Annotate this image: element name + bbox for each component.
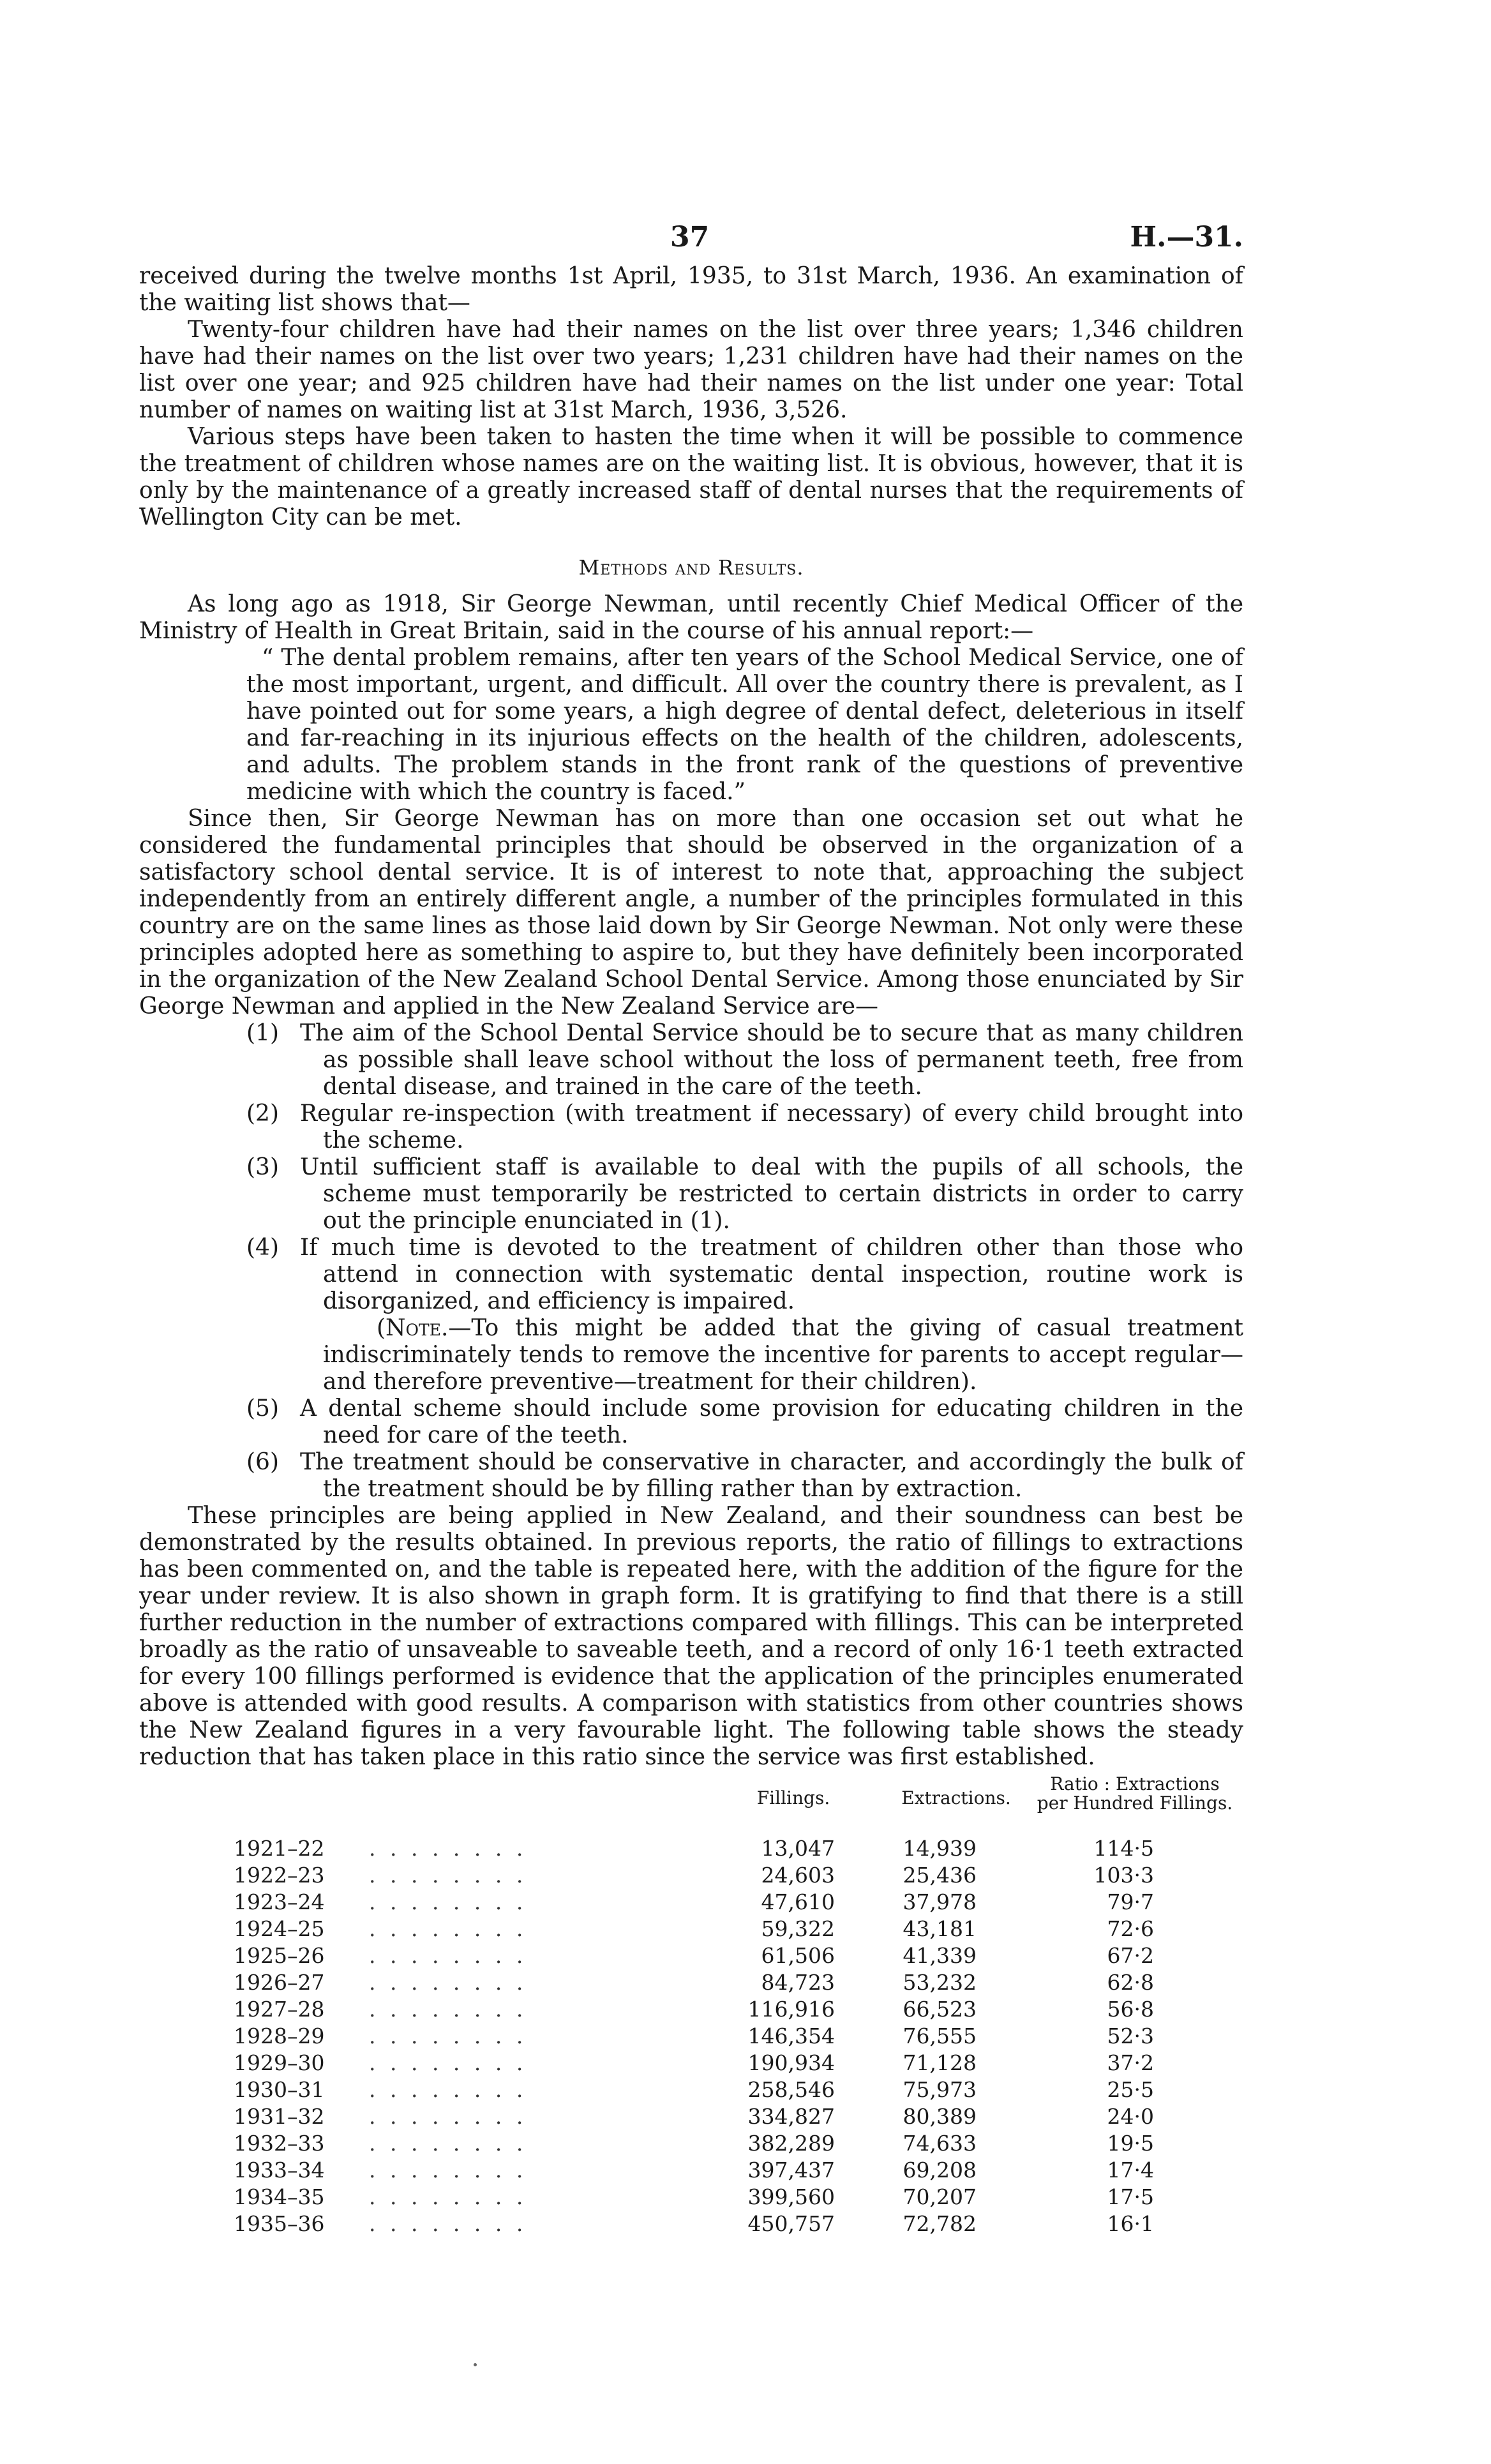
year-cell: 1928–29 — [234, 2024, 325, 2048]
paragraph-waiting-list-steps: Various steps have been taken to hasten the time when it will be possible to commence the treatment of children whose names are on the waiting list. It is obvious, however, that it is only by the maintenance of a greatly increased staff of dental nurses that the requirements of Wellington City can be met. — [139, 424, 1243, 530]
extractions-cell: 69,208 — [903, 2158, 977, 2182]
table-row — [139, 1863, 1243, 1889]
document-reference: H.—31. — [1130, 221, 1243, 253]
table-row — [139, 2131, 1243, 2158]
extractions-cell: 37,978 — [903, 1889, 977, 1914]
table-row — [139, 1997, 1243, 2024]
principles-note — [323, 1315, 1243, 1395]
ratio-cell: 17·5 — [1107, 2184, 1154, 2209]
fillings-cell: 399,560 — [747, 2184, 835, 2209]
extractions-cell: 14,939 — [903, 1836, 977, 1861]
list-item — [246, 1101, 1243, 1154]
fillings-cell: 84,723 — [761, 1970, 835, 1995]
extractions-cell: 53,232 — [903, 1970, 977, 1995]
ratio-cell: 103·3 — [1093, 1863, 1154, 1888]
fillings-cell: 397,437 — [747, 2158, 835, 2182]
page-header — [139, 212, 1243, 263]
column-header-fillings: Fillings. — [756, 1787, 830, 1808]
list-item-number: (2) — [246, 1101, 279, 1127]
fillings-cell: 47,610 — [761, 1889, 835, 1914]
year-cell: 1927–28 — [234, 1997, 325, 2022]
year-cell: 1930–31 — [234, 2077, 325, 2102]
year-cell: 1932–33 — [234, 2131, 325, 2156]
extractions-cell: 80,389 — [903, 2104, 977, 2129]
ratio-cell: 72·6 — [1107, 1916, 1154, 1941]
dot-leader: . . . . . . . . — [369, 2211, 527, 2236]
extractions-cell: 25,436 — [903, 1863, 977, 1888]
table-row — [139, 2050, 1243, 2077]
dot-leader: . . . . . . . . — [369, 1943, 527, 1968]
list-item — [246, 1154, 1243, 1235]
fillings-cell: 190,934 — [747, 2050, 835, 2075]
dot-leader: . . . . . . . . — [369, 2104, 527, 2129]
ratio-cell: 67·2 — [1107, 1943, 1154, 1968]
dot-leader: . . . . . . . . — [369, 2050, 527, 2075]
table-row — [139, 1916, 1243, 1943]
dot-leader: . . . . . . . . — [369, 1997, 527, 2022]
list-item-text: Until sufficient staff is available to deal with the pupils of all schools, the scheme must temporarily be restricted to certain districts in order to carry out the principle enunciated in (1). — [300, 1154, 1243, 1234]
dot-leader: . . . . . . . . — [369, 2024, 527, 2048]
table-row — [139, 2104, 1243, 2131]
dot-leader: . . . . . . . . — [369, 1863, 527, 1888]
dot-leader: . . . . . . . . — [369, 2158, 527, 2182]
ratio-cell: 114·5 — [1093, 1836, 1154, 1861]
list-item-number: (3) — [246, 1154, 279, 1180]
year-cell: 1935–36 — [234, 2211, 325, 2236]
fillings-extractions-table — [139, 1775, 1243, 2238]
list-item — [246, 1395, 1243, 1449]
paragraph-newman-report: As long ago as 1918, Sir George Newman, until recently Chief Medical Officer of the Ministry of Health in Great Britain, said in the course of his annual report:— — [139, 591, 1243, 644]
note-text: —To this might be added that the giving of casual treatment indiscriminately tends to remove the incentive for parents to accept regular—and therefore preventive—treatment for their children). — [323, 1315, 1243, 1395]
year-cell: 1924–25 — [234, 1916, 325, 1941]
year-cell: 1934–35 — [234, 2184, 325, 2209]
table-row — [139, 2158, 1243, 2184]
dot-leader: . . . . . . . . — [369, 2131, 527, 2156]
paragraph-results: These principles are being applied in New Zealand, and their soundness can best be demonstrated by the results obtained. In previous reports, the ratio of fillings to extractions has been commented on, and the table is repeated here, with the addition of the figure for the year under review. It is also shown in graph form. It is gratifying to find that there is a still further reduction in the number of extractions compared with fillings. This can be interpreted broadly as the ratio of unsaveable to saveable teeth, and a record of only 16·1 teeth extracted for every 100 fillings performed is evidence that the application of the principles enumerated above is attended with good results. A comparison with statistics from other countries shows the New Zealand figures in a very favourable light. The following table shows the steady reduction that has taken place in this ratio since the service was first established. — [139, 1503, 1243, 1770]
year-cell: 1933–34 — [234, 2158, 325, 2182]
list-item-number: (6) — [246, 1449, 279, 1475]
dot-leader: . . . . . . . . — [369, 2184, 527, 2209]
extractions-cell: 76,555 — [903, 2024, 977, 2048]
column-header-ratio-line1: Ratio : Extractions — [1050, 1773, 1220, 1794]
extractions-cell: 41,339 — [903, 1943, 977, 1968]
column-header-extractions: Extractions. — [901, 1787, 1011, 1808]
document-page — [139, 212, 1243, 2238]
table-row — [139, 2211, 1243, 2238]
fillings-cell: 59,322 — [761, 1916, 835, 1941]
list-item-number: (5) — [246, 1395, 279, 1422]
fillings-cell: 450,757 — [747, 2211, 835, 2236]
list-item-text: The aim of the School Dental Service should be to secure that as many children as possible shall leave school without the loss of permanent teeth, free from dental disease, and trained in the care of the teeth. — [300, 1020, 1243, 1100]
dot-leader: . . . . . . . . — [369, 1916, 527, 1941]
paragraph-principles-intro: Since then, Sir George Newman has on more than one occasion set out what he considered the fundamental principles that should be observed in the organization of a satisfactory school dental service. It is of interest to note that, approaching the subject independently from an entirely different angle, a number of the principles formulated in this country are on the same lines as those laid down by Sir George Newman. Not only were these principles adopted here as something to aspire to, but they have definitely been incorporated in the organization of the New Zealand School Dental Service. Among those enunciated by Sir George Newman and applied in the New Zealand Service are— — [139, 806, 1243, 1019]
list-item-text: The treatment should be conservative in character, and accordingly the bulk of the treatment should be by filling rather than by extraction. — [300, 1449, 1243, 1502]
extractions-cell: 71,128 — [903, 2050, 977, 2075]
fillings-cell: 334,827 — [747, 2104, 835, 2129]
table-row — [139, 1836, 1243, 1863]
year-cell: 1925–26 — [234, 1943, 325, 1968]
list-item — [246, 1235, 1243, 1315]
list-item-number: (1) — [246, 1020, 279, 1046]
table-body — [139, 1836, 1243, 2238]
table-header — [139, 1775, 1243, 1836]
ratio-cell: 37·2 — [1107, 2050, 1154, 2075]
extractions-cell: 70,207 — [903, 2184, 977, 2209]
column-header-ratio — [1020, 1775, 1250, 1813]
extractions-cell: 72,782 — [903, 2211, 977, 2236]
ratio-cell: 56·8 — [1107, 1997, 1154, 2022]
table-row — [139, 1943, 1243, 1970]
table-row — [139, 2077, 1243, 2104]
ratio-cell: 62·8 — [1107, 1970, 1154, 1995]
ratio-cell: 79·7 — [1107, 1889, 1154, 1914]
extractions-cell: 66,523 — [903, 1997, 977, 2022]
column-header-ratio-line2: per Hundred Fillings. — [1037, 1792, 1233, 1814]
principles-list — [139, 1020, 1243, 1503]
year-cell: 1921–22 — [234, 1836, 325, 1861]
fillings-cell: 61,506 — [761, 1943, 835, 1968]
list-item — [246, 1449, 1243, 1503]
section-heading: Methods and Results. — [578, 555, 804, 580]
dot-leader: . . . . . . . . — [369, 1970, 527, 1995]
table-row — [139, 2024, 1243, 2050]
fillings-cell: 146,354 — [747, 2024, 835, 2048]
ratio-cell: 24·0 — [1107, 2104, 1154, 2129]
extractions-cell: 43,181 — [903, 1916, 977, 1941]
fillings-cell: 382,289 — [747, 2131, 835, 2156]
fillings-cell: 24,603 — [761, 1863, 835, 1888]
ratio-cell: 17·4 — [1107, 2158, 1154, 2182]
paragraph-waiting-list-figures: Twenty-four children have had their names on the list over three years; 1,346 children have had their names on the list over two years; 1,231 children have had their names on the list over one year; and 925 children have had their names on the list under one year: Total number of names on waiting list at 31st March, 1936, 3,526. — [139, 317, 1243, 423]
list-item-text: Regular re-inspection (with treatment if necessary) of every child brought into the scheme. — [300, 1101, 1243, 1153]
fillings-cell: 116,916 — [747, 1997, 835, 2022]
table-row — [139, 1889, 1243, 1916]
table-row — [139, 1970, 1243, 1997]
newman-quotation: “ The dental problem remains, after ten years of the School Medical Service, one of the most important, urgent, and difficult. All over the country there is prevalent, as I have pointed out for some years, a high degree of dental defect, deleterious in itself and far-reaching in its injurious effects on the health of the children, adolescents, and adults. The problem stands in the front rank of the questions of preventive medicine with which the country is faced.” — [246, 645, 1243, 805]
note-lead: (Note. — [377, 1315, 449, 1341]
list-item-number: (4) — [246, 1235, 279, 1261]
fillings-cell: 258,546 — [747, 2077, 835, 2102]
extractions-cell: 74,633 — [903, 2131, 977, 2156]
dot-leader: . . . . . . . . — [369, 2077, 527, 2102]
list-item-text: If much time is devoted to the treatment of children other than those who attend in connection with systematic dental inspection, routine work is disorganized, and efficiency is impaired. — [300, 1235, 1243, 1314]
year-cell: 1931–32 — [234, 2104, 325, 2129]
ratio-cell: 52·3 — [1107, 2024, 1154, 2048]
paragraph-waiting-list-intro: received during the twelve months 1st April, 1935, to 31st March, 1936. An examination of the waiting list shows that— — [139, 263, 1243, 316]
ratio-cell: 16·1 — [1107, 2211, 1154, 2236]
page-number: 37 — [670, 221, 710, 253]
list-item-text: A dental scheme should include some provision for educating children in the need for care of the teeth. — [300, 1395, 1243, 1448]
dot-leader: . . . . . . . . — [369, 1836, 527, 1861]
year-cell: 1923–24 — [234, 1889, 325, 1914]
year-cell: 1922–23 — [234, 1863, 325, 1888]
list-item — [246, 1020, 1243, 1101]
year-cell: 1929–30 — [234, 2050, 325, 2075]
table-row — [139, 2184, 1243, 2211]
extractions-cell: 75,973 — [903, 2077, 977, 2102]
fillings-cell: 13,047 — [761, 1836, 835, 1861]
ratio-cell: 25·5 — [1107, 2077, 1154, 2102]
stray-mark — [474, 2363, 477, 2366]
year-cell: 1926–27 — [234, 1970, 325, 1995]
dot-leader: . . . . . . . . — [369, 1889, 527, 1914]
ratio-cell: 19·5 — [1107, 2131, 1154, 2156]
